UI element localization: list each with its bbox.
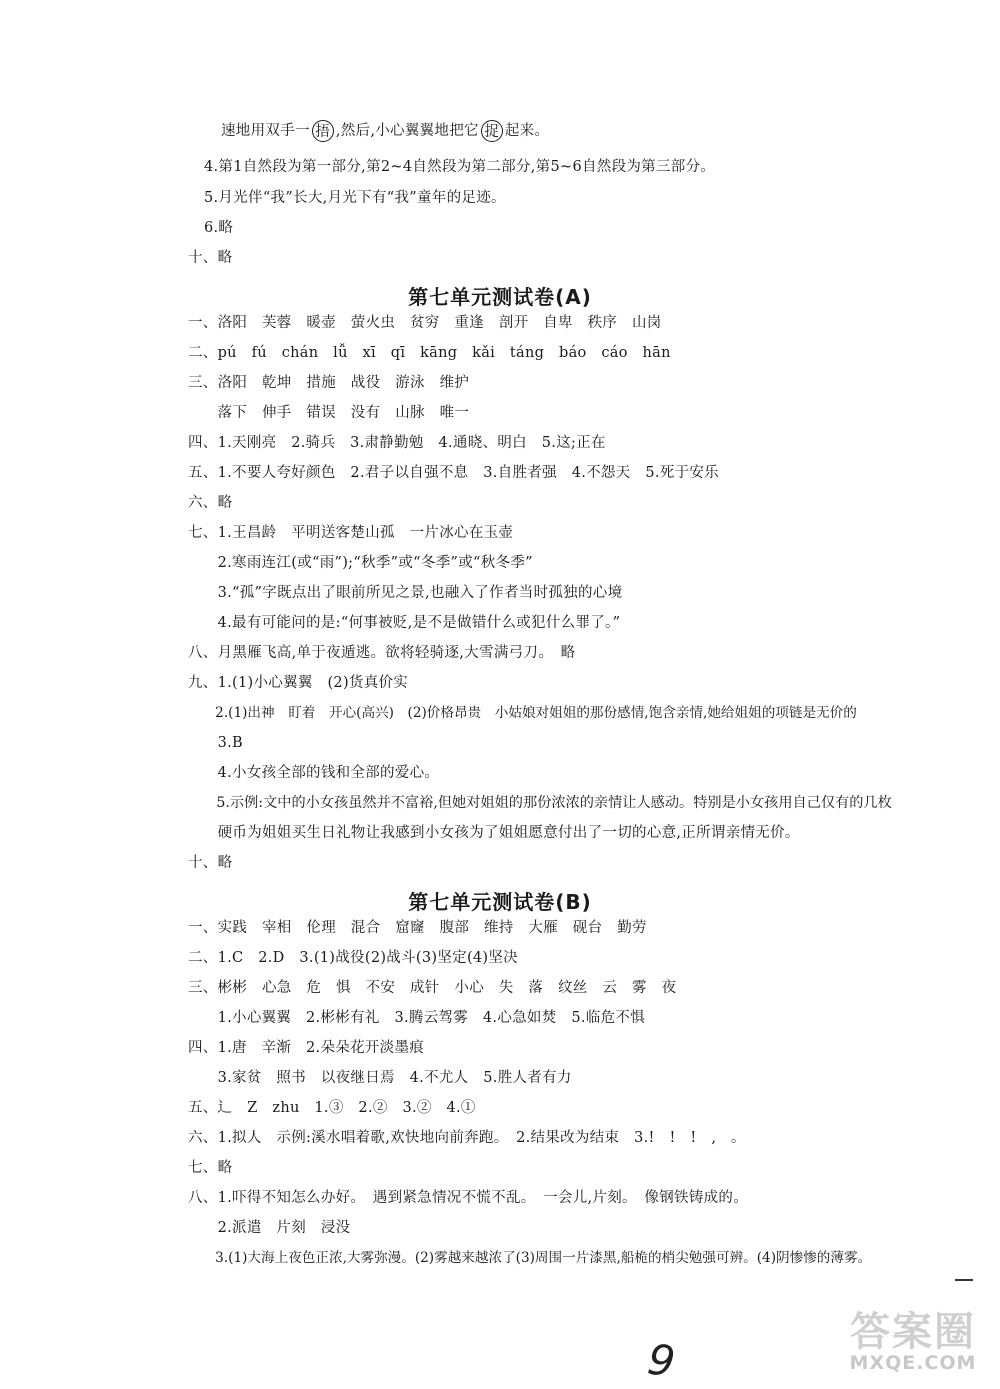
answer-text: 起来。 — [504, 123, 550, 139]
answer-line: 十、略 — [188, 855, 233, 871]
answer-line: 4.第1自然段为第一部分,第2~4自然段为第二部分,第5~6自然段为第三部分。 — [204, 159, 716, 175]
answer-line: 六、1.拟人 示例:溪水唱着歌,欢快地向前奔跑。 2.结果改为结束 3.! ! ! , 。 — [188, 1130, 746, 1146]
answer-line: 四、1.唐 辛渐 2.朵朵花开淡墨痕 — [188, 1040, 425, 1056]
answer-text: ,然后,小心翼翼地把它 — [335, 123, 479, 139]
answer-line: 二、pú fú chán lǚ xī qī kāng kǎi táng báo cáo hān — [188, 345, 671, 361]
answer-line: 三、洛阳 乾坤 措施 战役 游泳 维护 — [188, 375, 470, 391]
section-title: 第七单元测试卷(B) — [408, 890, 592, 914]
answer-line: 一、洛阳 芙蓉 暖壶 萤火虫 贫穷 重逢 剖开 自卑 秩序 山岗 — [188, 315, 662, 331]
answer-line: 五、辶 Z zhu 1.③ 2.② 3.② 4.① — [188, 1100, 476, 1116]
answer-line: 5.示例:文中的小女孩虽然并不富裕,但她对姐姐的那份浓浓的亲情让人感动。特别是小女孩用自己仅有的几枚 — [188, 795, 892, 811]
circled-char: 捉 — [481, 120, 503, 142]
answer-line: 6.略 — [204, 220, 234, 236]
answer-line: 十、略 — [188, 250, 233, 266]
answer-line: 4.小女孩全部的钱和全部的爱心。 — [188, 765, 440, 781]
answer-line: 3.B — [188, 735, 243, 751]
answer-line: 一、实践 宰相 伦理 混合 窟窿 腹部 维持 大雁 砚台 勤劳 — [188, 920, 647, 936]
answer-line — [221, 120, 549, 142]
answer-line: 九、1.(1)小心翼翼 (2)货真价实 — [188, 675, 409, 691]
watermark-logo: 答案圈 — [850, 1309, 976, 1355]
divider — [955, 1279, 973, 1281]
answer-line: 3.“孤”字既点出了眼前所见之景,也融入了作者当时孤独的心境 — [188, 585, 623, 601]
section-title: 第七单元测试卷(A) — [408, 285, 592, 309]
watermark-url: MXQE.COM — [849, 1352, 977, 1374]
answer-line: 五、1.不要人夸好颜色 2.君子以自强不息 3.自胜者强 4.不怨天 5.死于安乐 — [188, 465, 719, 481]
answer-line: 3.(1)大海上夜色正浓,大雾弥漫。(2)雾越来越浓了(3)周围一片漆黑,船桅的梢尖勉强可辨。(4)阴惨惨的薄雾。 — [188, 1250, 872, 1266]
answer-line: 七、1.王昌龄 平明送客楚山孤 一片冰心在玉壶 — [188, 525, 514, 541]
answer-line: 2.寒雨连江(或“雨”);“秋季”或“冬季”或“秋冬季” — [188, 555, 533, 571]
answer-line: 2.(1)出神 盯着 开心(高兴) (2)价格昂贵 小姑娘对姐姐的那份感情,饱含亲情,她给姐姐的项链是无价的 — [188, 705, 857, 721]
answer-line: 1.小心翼翼 2.彬彬有礼 3.腾云驾雾 4.心急如焚 5.临危不惧 — [188, 1010, 645, 1026]
answer-line: 落下 伸手 错误 没有 山脉 唯一 — [188, 405, 470, 421]
answer-line: 2.派遣 片刻 浸没 — [188, 1220, 351, 1236]
answer-line: 二、1.C 2.D 3.(1)战役(2)战斗(3)坚定(4)坚决 — [188, 950, 518, 966]
answer-line: 三、彬彬 心急 危 惧 不安 成针 小心 失 落 纹丝 云 雾 夜 — [188, 980, 677, 996]
answer-text: 速地用双手一 — [221, 123, 310, 139]
answer-line: 七、略 — [188, 1160, 233, 1176]
answer-line: 硬币为姐姐买生日礼物让我感到小女孩为了姐姐愿意付出了一切的心意,正所谓亲情无价。 — [188, 825, 800, 841]
answer-line: 四、1.天刚亮 2.骑兵 3.肃静勤勉 4.通晓、明白 5.这;正在 — [188, 435, 606, 451]
answer-line: 六、略 — [188, 495, 233, 511]
answer-line: 八、月黑雁飞高,单于夜遁逃。欲将轻骑逐,大雪满弓刀。 略 — [188, 645, 576, 661]
circled-char: 捂 — [312, 120, 334, 142]
answer-line: 3.家贫 照书 以夜继日焉 4.不尤人 5.胜人者有力 — [188, 1070, 572, 1086]
answer-line: 5.月光伴“我”长大,月光下有“我”童年的足迹。 — [204, 190, 506, 206]
answer-line: 八、1.吓得不知怎么办好。 遇到紧急情况不慌不乱。 一会儿,片刻。 像钢铁铸成的。 — [188, 1190, 748, 1206]
answer-line: 4.最有可能问的是:“何事被贬,是不是做错什么或犯什么罪了。” — [188, 615, 621, 631]
page-number: 9 — [644, 1334, 679, 1387]
